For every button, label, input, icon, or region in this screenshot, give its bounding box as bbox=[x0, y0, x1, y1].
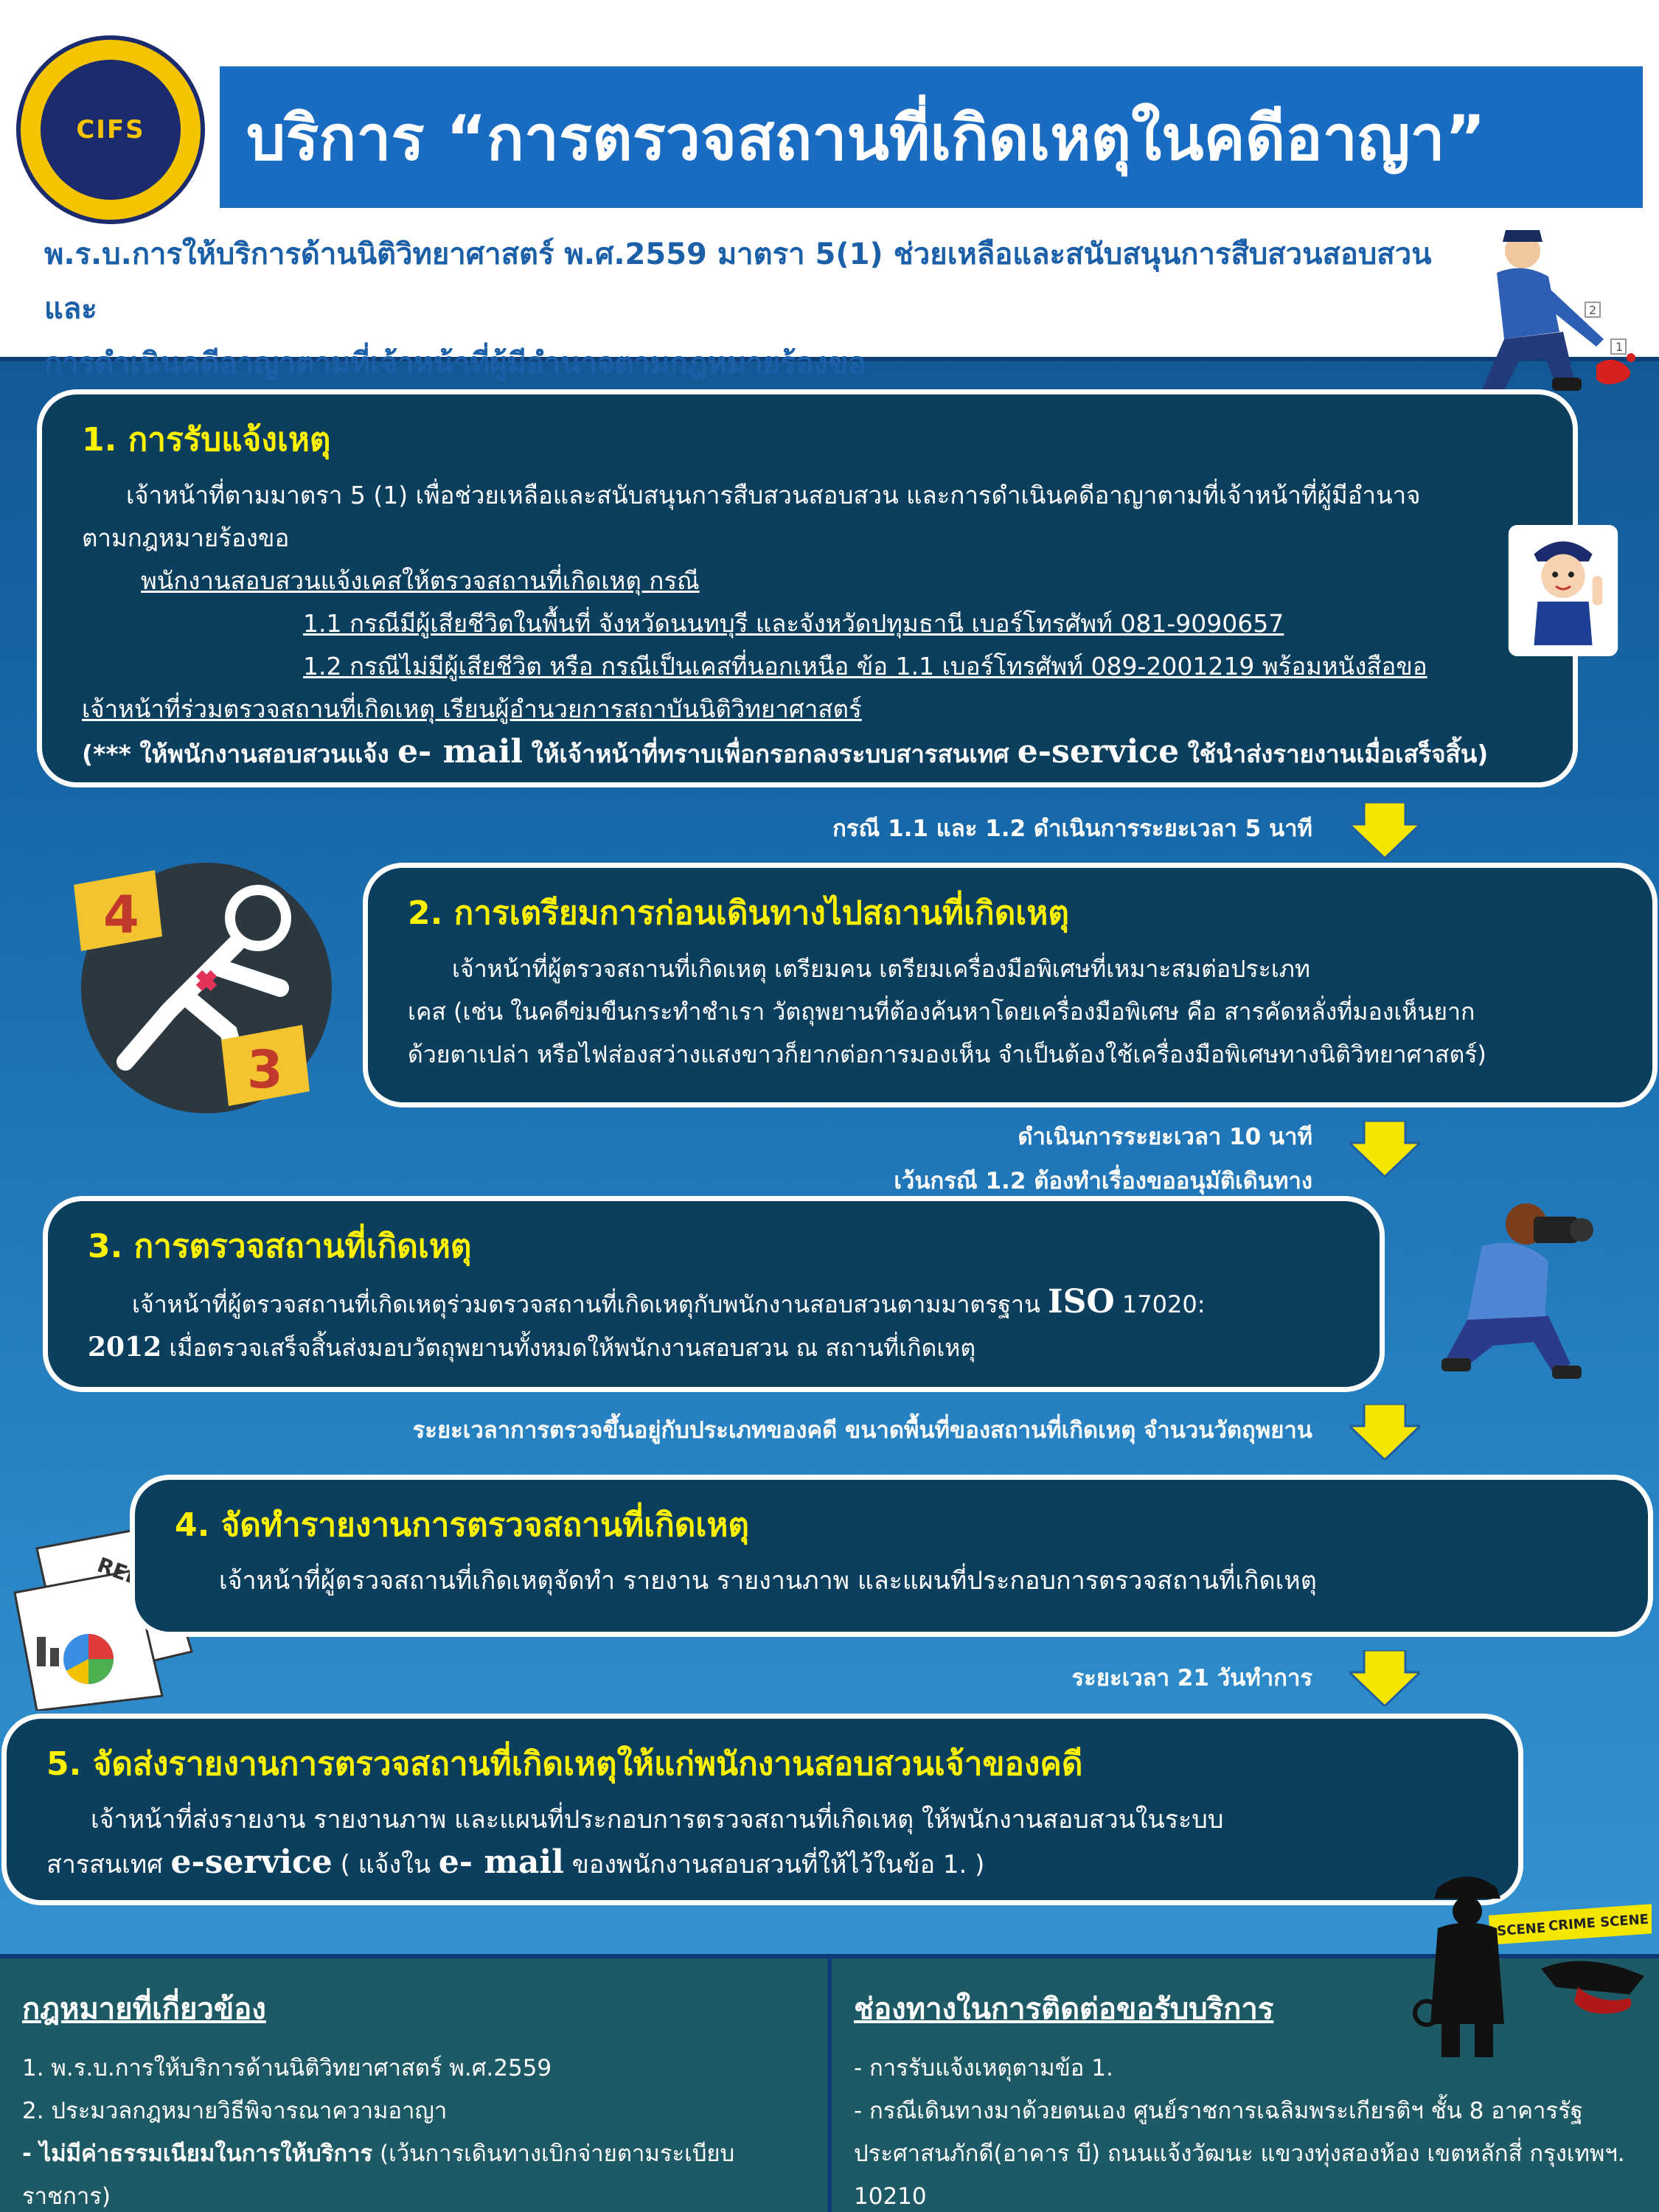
time-note-2a: ดำเนินการระยะเวลา 10 นาที bbox=[1018, 1124, 1312, 1150]
footer-contact-4: 10210 bbox=[854, 2183, 927, 2210]
footer-contact-1: - การรับแจ้งเหตุตามข้อ 1. bbox=[854, 2055, 1113, 2081]
crime-outline-icon bbox=[59, 841, 339, 1121]
step-1-line-7e: ใช้นำส่งรายงานเมื่อเสร็จสิ้น) bbox=[1179, 740, 1489, 768]
iso-number: 17020: bbox=[1114, 1290, 1206, 1318]
footer-contact-heading: ช่องทางในการติดต่อขอรับบริการ bbox=[854, 1992, 1274, 2026]
intro-line-1: พ.ร.บ.การให้บริการด้านนิติวิทยาศาสตร์ พ.ศ.2559 มาตรา 5(1) ช่วยเหลือและสนับสนุนการสืบสวนสอบสวน และ bbox=[44, 237, 1432, 326]
step-5-line-2e: ของพนักงานสอบสวนที่ให้ไว้ในข้อ 1. ) bbox=[563, 1850, 985, 1879]
step-1-line-1: เจ้าหน้าที่ตามมาตรา 5 (1) เพื่อช่วยเหลือและสนับสนุนการสืบสวนสอบสวน และการดำเนินคดีอาญาตามที่เจ้าหน้าที่ผู้มีอำนาจ bbox=[126, 481, 1421, 509]
intro-text bbox=[44, 227, 1489, 391]
step-5-line-1: เจ้าหน้าที่ส่งรายงาน รายงานภาพ และแผนที่ประกอบการตรวจสถานที่เกิดเหตุ ให้พนักงานสอบสวนในระบบ bbox=[91, 1805, 1224, 1834]
step-4-title: 4. จัดทำรายงานการตรวจสถานที่เกิดเหตุ bbox=[175, 1506, 749, 1544]
footer-fee-end: ราชการ) bbox=[22, 2183, 111, 2210]
step-1-line-4: 1.1 กรณีมีผู้เสียชีวิตในพื้นที่ จังหวัดนนทบุรี และจังหวัดปทุมธานี เบอร์โทรศัพท์ 081-9090657 bbox=[303, 609, 1284, 638]
step-5-line-2c: ( แจ้งใน bbox=[332, 1850, 439, 1879]
step-1-line-2: ตามกฎหมายร้องขอ bbox=[82, 524, 290, 552]
step-1-line-7a: (*** ให้พนักงานสอบสวนแจ้ง bbox=[82, 740, 398, 768]
step-5-box bbox=[1, 1714, 1523, 1905]
footer-laws-heading: กฎหมายที่เกี่ยวข้อง bbox=[22, 1992, 266, 2026]
marker-1: 1 bbox=[1615, 340, 1624, 354]
time-note-2b: เว้นกรณี 1.2 ต้องทำเรื่องขออนุมัติเดินทาง bbox=[894, 1168, 1312, 1194]
down-arrow-icon bbox=[1349, 1650, 1420, 1706]
crime-scene-tape-text: CRIME SCENE bbox=[1548, 1911, 1649, 1935]
footer-law-2: 2. ประมวลกฎหมายวิธีพิจารณาความอาญา bbox=[22, 2098, 448, 2124]
email-label: e- mail bbox=[438, 1843, 564, 1881]
step-3-body bbox=[88, 1281, 1340, 1369]
down-arrow-icon bbox=[1349, 802, 1420, 858]
step-4-body bbox=[175, 1559, 1608, 1602]
time-note-2 bbox=[894, 1115, 1312, 1203]
footer-fee-note: (เว้นการเดินทางเบิกจ่ายตามระเบียบ bbox=[372, 2140, 735, 2167]
iso-label: ISO bbox=[1048, 1283, 1115, 1321]
step-2-line-3: ด้วยตาเปล่า หรือไฟส่องสว่างแสงขาวก็ยากต่อการมองเห็น จำเป็นต้องใช้เครื่องมือพิเศษทางนิติวิทยาศาสตร์) bbox=[408, 1040, 1486, 1068]
footer-contact-3: ประศาสนภักดี(อาคาร บี) ถนนแจ้งวัฒนะ แขวงทุ่งสองห้อง เขตหลักสี่ กรุงเทพฯ. bbox=[854, 2140, 1625, 2167]
time-note-4: ระยะเวลา 21 วันทำการ bbox=[1071, 1665, 1312, 1691]
time-note-1: กรณี 1.1 และ 1.2 ดำเนินการระยะเวลา 5 นาที bbox=[832, 815, 1312, 842]
down-arrow-icon bbox=[1349, 1404, 1420, 1460]
time-note-3: ระยะเวลาการตรวจขึ้นอยู่กับประเภทของคดี ขนาดพื้นที่ของสถานที่เกิดเหตุ จำนวนวัตถุพยาน bbox=[412, 1417, 1312, 1444]
down-arrow-icon bbox=[1349, 1121, 1420, 1177]
logo-text: CIFS bbox=[41, 60, 181, 200]
step-5-body bbox=[46, 1798, 1478, 1886]
step-2-box bbox=[363, 863, 1658, 1107]
footer-fee-bold: - ไม่มีค่าธรรมเนียมในการให้บริการ bbox=[22, 2140, 373, 2167]
step-1-title: 1. การรับแจ้งเหตุ bbox=[82, 421, 331, 459]
iso-year: 2012 bbox=[88, 1332, 162, 1363]
step-1-line-5: 1.2 กรณีไม่มีผู้เสียชีวิต หรือ กรณีเป็นเคสที่นอกเหนือ ข้อ 1.1 เบอร์โทรศัพท์ 089-2001219 พร้อมหนังสือขอ bbox=[303, 652, 1427, 681]
footer-fee bbox=[22, 2132, 805, 2175]
evidence-marker-3: 3 bbox=[247, 1040, 283, 1100]
title-banner bbox=[220, 66, 1643, 208]
footer-laws bbox=[0, 1958, 827, 2212]
step-1-line-6: เจ้าหน้าที่ร่วมตรวจสถานที่เกิดเหตุ เรียนผู้อำนวยการสถาบันนิติวิทยาศาสตร์ bbox=[82, 695, 862, 723]
step-3-line-1: เจ้าหน้าที่ผู้ตรวจสถานที่เกิดเหตุร่วมตรวจสถานที่เกิดเหตุกับพนักงานสอบสวนตามมาตรฐาน bbox=[132, 1290, 1048, 1318]
intro-line-2: การดำเนินคดีอาญาตามที่เจ้าหน้าที่ผู้มีอำนาจตามกฎหมายร้องขอ bbox=[44, 347, 866, 380]
evidence-marker-4: 4 bbox=[103, 885, 139, 945]
eservice-label: e-service bbox=[1017, 733, 1180, 771]
step-1-body bbox=[82, 474, 1533, 776]
footer-contact-2: - กรณีเดินทางมาด้วยตนเอง ศูนย์ราชการเฉลิมพระเกียรติฯ ชั้น 8 อาคารรัฐ bbox=[854, 2098, 1583, 2124]
cifs-logo bbox=[16, 35, 205, 224]
marker-2: 2 bbox=[1589, 303, 1597, 317]
step-4-box bbox=[130, 1475, 1653, 1637]
detective-icon bbox=[1408, 1865, 1652, 2057]
step-3-line-2: เมื่อตรวจเสร็จสิ้นส่งมอบวัตถุพยานทั้งหมดให้พนักงานสอบสวน ณ สถานที่เกิดเหตุ bbox=[161, 1334, 976, 1362]
eservice-label: e-service bbox=[170, 1843, 333, 1881]
step-3-box bbox=[43, 1196, 1385, 1392]
step-2-line-2: เคส (เช่น ในคดีข่มขืนกระทำชำเรา วัตถุพยานที่ต้องค้นหาโดยเครื่องมือพิเศษ คือ สารคัดหลั่งที่มองเห็นยาก bbox=[408, 998, 1475, 1026]
step-3-title: 3. การตรวจสถานที่เกิดเหตุ bbox=[88, 1228, 472, 1265]
step-4-line-1: เจ้าหน้าที่ผู้ตรวจสถานที่เกิดเหตุจัดทำ รายงาน รายงานภาพ และแผนที่ประกอบการตรวจสถานที่เกิดเหตุ bbox=[219, 1566, 1317, 1596]
email-label: e- mail bbox=[397, 733, 524, 771]
page-title: บริการ “การตรวจสถานที่เกิดเหตุในคดีอาญา” bbox=[246, 102, 1486, 174]
step-2-body bbox=[408, 947, 1613, 1076]
step-1-line-7 bbox=[82, 731, 1533, 776]
photographer-icon bbox=[1423, 1194, 1615, 1386]
step-1-line-7c: ให้เจ้าหน้าที่ทราบเพื่อกรอกลงระบบสารสนเทศ bbox=[523, 740, 1018, 768]
step-5-line-2a: สารสนเทศ bbox=[46, 1850, 171, 1879]
step-5-title: 5. จัดส่งรายงานการตรวจสถานที่เกิดเหตุให้แก่พนักงานสอบสวนเจ้าของคดี bbox=[46, 1745, 1083, 1783]
scene-tape-text: SCENE bbox=[1496, 1920, 1546, 1939]
step-1-box bbox=[37, 389, 1578, 787]
police-cartoon-icon bbox=[1508, 525, 1618, 656]
step-2-line-1: เจ้าหน้าที่ผู้ตรวจสถานที่เกิดเหตุ เตรียมคน เตรียมเครื่องมือพิเศษที่เหมาะสมต่อประเภท bbox=[452, 955, 1310, 983]
step-2-title: 2. การเตรียมการก่อนเดินทางไปสถานที่เกิดเหตุ bbox=[408, 894, 1069, 932]
step-1-line-3: พนักงานสอบสวนแจ้งเคสให้ตรวจสถานที่เกิดเหตุ กรณี bbox=[141, 566, 700, 595]
footer-law-1: 1. พ.ร.บ.การให้บริการด้านนิติวิทยาศาสตร์ พ.ศ.2559 bbox=[22, 2055, 552, 2081]
